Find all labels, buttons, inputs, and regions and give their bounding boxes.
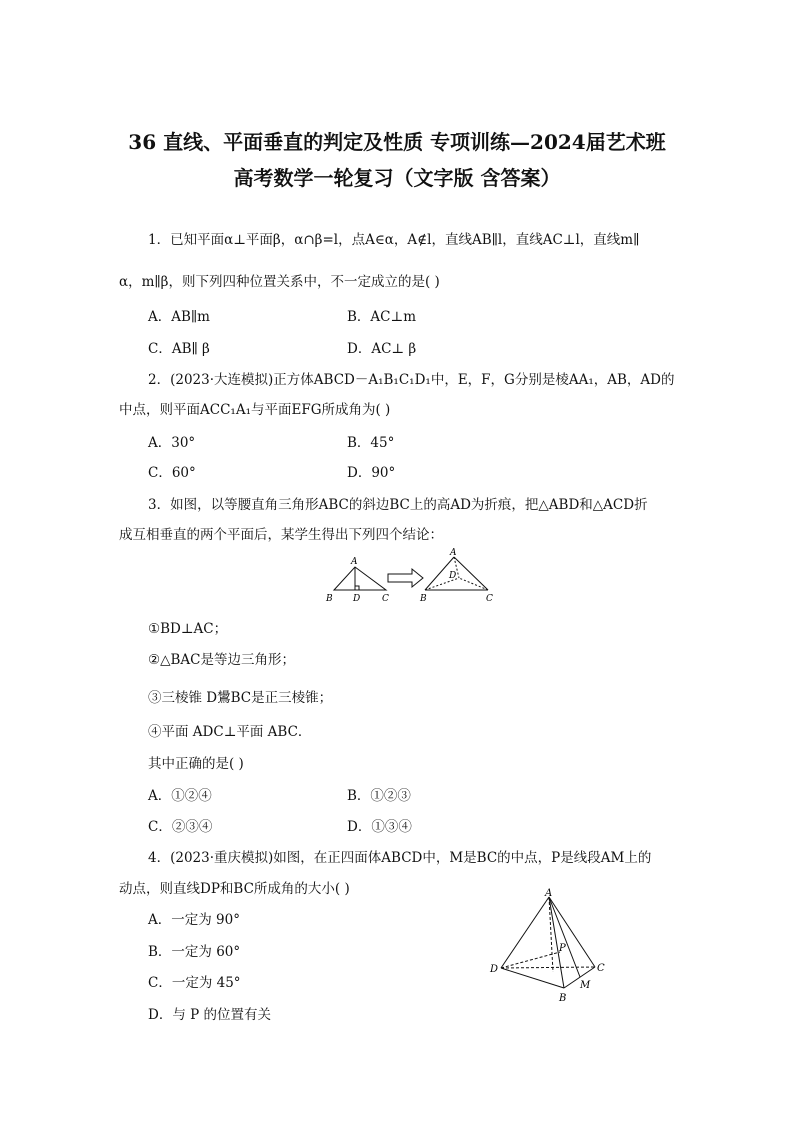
q3-conclusion-3: ③三棱锥 D鸉BC是正三棱锥； bbox=[148, 690, 333, 706]
q3-label-d-left: D bbox=[353, 594, 361, 604]
q3-label-b-right: B bbox=[420, 594, 427, 604]
q4-label-m: M bbox=[580, 980, 591, 991]
q3-label-a-right: A bbox=[450, 548, 457, 558]
q3-option-b: B．①②③ bbox=[347, 788, 411, 804]
q3-stem-line1: 3．如图，以等腰直角三角形ABC的斜边BC上的高AD为折痕，把△ABD和△ACD折 bbox=[148, 497, 648, 513]
q4-tetrahedron-figure bbox=[487, 888, 612, 1008]
q1-option-c: C．AB∥ β bbox=[148, 341, 210, 357]
q3-label-d-right: D bbox=[449, 571, 457, 581]
q2-option-a: A．30° bbox=[148, 435, 196, 451]
q3-stem-line2: 成互相垂直的两个平面后，某学生得出下列四个结论： bbox=[119, 527, 443, 543]
q3-option-c: C．②③④ bbox=[148, 819, 213, 835]
q2-option-d: D．90° bbox=[347, 465, 396, 481]
q2-option-c: C．60° bbox=[148, 465, 196, 481]
q1-option-b: B．AC⊥m bbox=[347, 309, 416, 325]
q3-option-d: D．①③④ bbox=[347, 819, 412, 835]
q4-option-d: D．与 P 的位置有关 bbox=[148, 1007, 271, 1023]
q4-label-p: P bbox=[559, 943, 566, 954]
q2-option-b: B．45° bbox=[347, 435, 395, 451]
q4-option-b: B．一定为 60° bbox=[148, 944, 241, 960]
q2-stem-line1: 2．(2023·大连模拟)正方体ABCD－A₁B₁C₁D₁中，E，F，G分别是棱AA₁，AB，AD的 bbox=[148, 372, 675, 388]
q3-isosceles-triangle bbox=[334, 567, 386, 590]
q4-tetrahedron bbox=[501, 897, 595, 988]
q3-label-c-left: C bbox=[382, 594, 389, 604]
doc-title-line1: 36 直线、平面垂直的判定及性质 专项训练—2024届艺术班 bbox=[128, 130, 666, 154]
q3-label-b-left: B bbox=[326, 594, 333, 604]
q3-folded-pyramid bbox=[425, 557, 488, 590]
q3-fold-figure bbox=[322, 548, 502, 606]
arrow-right-icon bbox=[388, 569, 423, 587]
q4-stem-line2: 动点，则直线DP和BC所成角的大小( ) bbox=[119, 881, 350, 897]
q1-option-a: A．AB∥m bbox=[148, 309, 210, 325]
q4-label-a: A bbox=[545, 888, 553, 899]
q2-stem-line2: 中点，则平面ACC₁A₁与平面EFG所成角为( ) bbox=[119, 402, 391, 418]
q3-conclusion-1: ①BD⊥AC； bbox=[148, 621, 228, 637]
q4-label-d: D bbox=[490, 964, 499, 975]
q4-stem-line1: 4．(2023·重庆模拟)如图，在正四面体ABCD中，M是BC的中点，P是线段AM上的 bbox=[148, 850, 652, 866]
q3-label-c-right: C bbox=[486, 594, 493, 604]
q3-option-a: A．①②④ bbox=[148, 788, 212, 804]
q4-label-c: C bbox=[597, 963, 605, 974]
q3-conclusion-4: ④平面 ADC⊥平面 ABC． bbox=[148, 724, 312, 740]
q1-option-d: D．AC⊥ β bbox=[347, 341, 417, 357]
q4-option-c: C．一定为 45° bbox=[148, 975, 241, 991]
q4-option-a: A．一定为 90° bbox=[148, 912, 240, 928]
q3-conclusion-2: ②△BAC是等边三角形； bbox=[148, 652, 295, 668]
q3-label-a-left: A bbox=[351, 557, 358, 567]
doc-title-line2: 高考数学一轮复习（文字版 含答案） bbox=[233, 166, 561, 190]
q3-question: 其中正确的是( ) bbox=[148, 756, 244, 772]
q1-stem-line2: α，m∥β，则下列四种位置关系中，不一定成立的是( ) bbox=[119, 274, 440, 290]
q1-stem-line1: 1．已知平面α⊥平面β，α∩β=l，点A∈α，A∉l，直线AB∥l，直线AC⊥l，直线m∥ bbox=[148, 232, 640, 248]
q4-label-b: B bbox=[559, 993, 567, 1004]
